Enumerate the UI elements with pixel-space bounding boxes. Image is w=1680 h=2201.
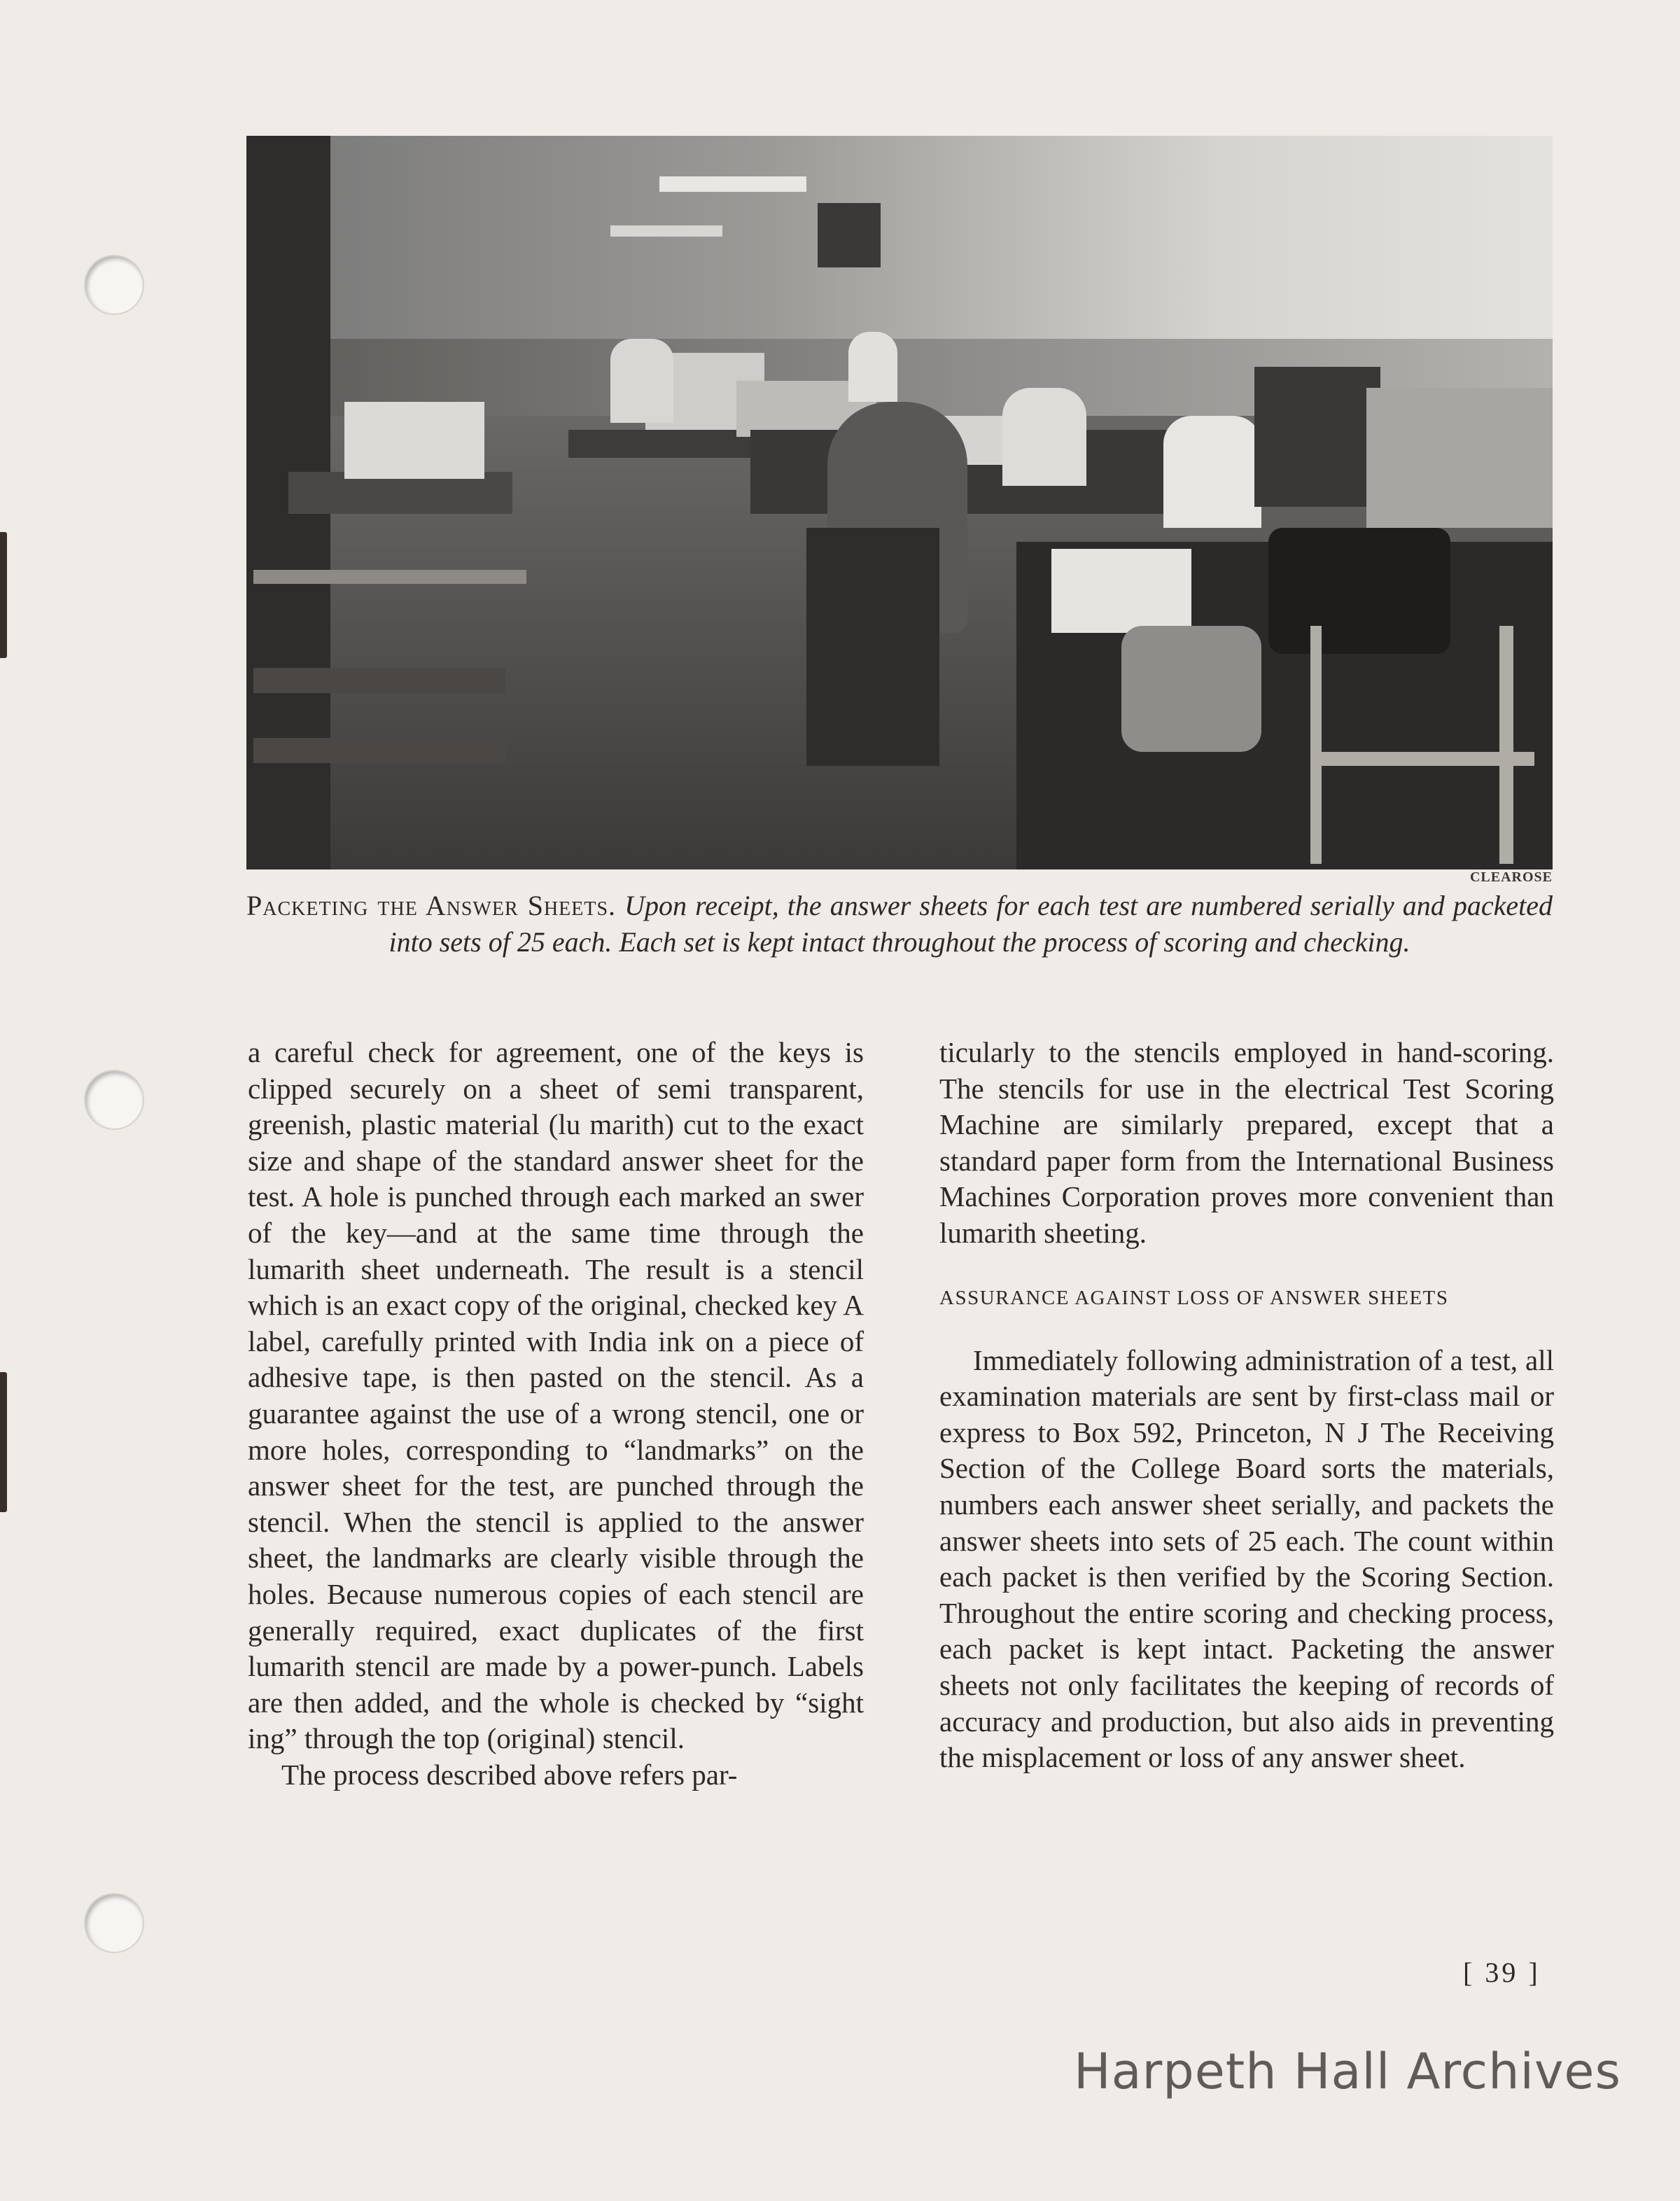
page-edge-tab [0,532,7,658]
page-edge-tab [0,1372,7,1512]
photo-credit: CLEAROSE [1469,869,1553,885]
left-column [248,1035,864,1793]
right-paragraph-1: ticularly to the stencils employed in hand-scoring. The stencils for use in the electrical Test Scoring Machine are similarly prepared, except that a standard paper form from the International Business Machines Corporation proves more convenient than lumarith sheeting. [939,1036,1554,1249]
caption-text: Upon receipt, the answer sheets for each test are numbered serially and packeted into sets of 25 each. Each set is kept intact throughout the process of scoring and checking. [388,890,1553,958]
left-paragraph-2: The process described above refers par- [281,1758,738,1791]
binder-hole-top [85,256,143,314]
binder-hole-bottom [85,1894,143,1952]
page-number: [ 39 ] [1463,1957,1541,1988]
photo-caption [246,888,1553,960]
section-subheading: ASSURANCE AGAINST LOSS OF ANSWER SHEETS [939,1286,1449,1309]
binder-hole-middle [85,1071,143,1129]
office-photo [246,136,1553,869]
right-column [939,1035,1554,1776]
left-paragraph-1: a careful check for agreement, one of the keys is clipped securely on a sheet of semi transparent, greenish, plastic material (lu marith) cut to the exact size and shape of the standard answer sheet for the test. A hole is punched through each marked an swer of the key—and at the same time through the lumarith sheet underneath. The result is a stencil which is an exact copy of the original, checked key A label, carefully printed with India ink on a piece of adhesive tape, is then pasted on the stencil. As a guarantee against the use of a wrong stencil, one or more holes, corresponding to “landmarks” on the answer sheet for the test, are punched through the stencil. When the stencil is applied to the answer sheet, the landmarks are clearly visible through the holes. Because numerous copies of each stencil are generally required, exact duplicates of the first lumarith stencil are made by a power-punch. Labels are then added, and the whole is checked by “sight ing” through the top (original) stencil. [248,1036,864,1755]
caption-lead: Packeting the Answer Sheets. [246,890,617,921]
right-paragraph-2: Immediately following administration of a test, all examination materials are sent by first-class mail or express to Box 592, Princeton, N J The Receiving Section of the College Board sorts the materials, numbers each answer sheet serially, and packets the answer sheets into sets of 25 each. The count within each packet is then verified by the Scoring Section. Throughout the entire scoring and checking process, each packet is kept intact. Packeting the answer sheets not only facilitates the keeping of records of accuracy and production, but also aids in preventing the misplacement or loss of any answer sheet. [939,1343,1554,1774]
archive-watermark: Harpeth Hall Archives [1074,2043,1621,2100]
